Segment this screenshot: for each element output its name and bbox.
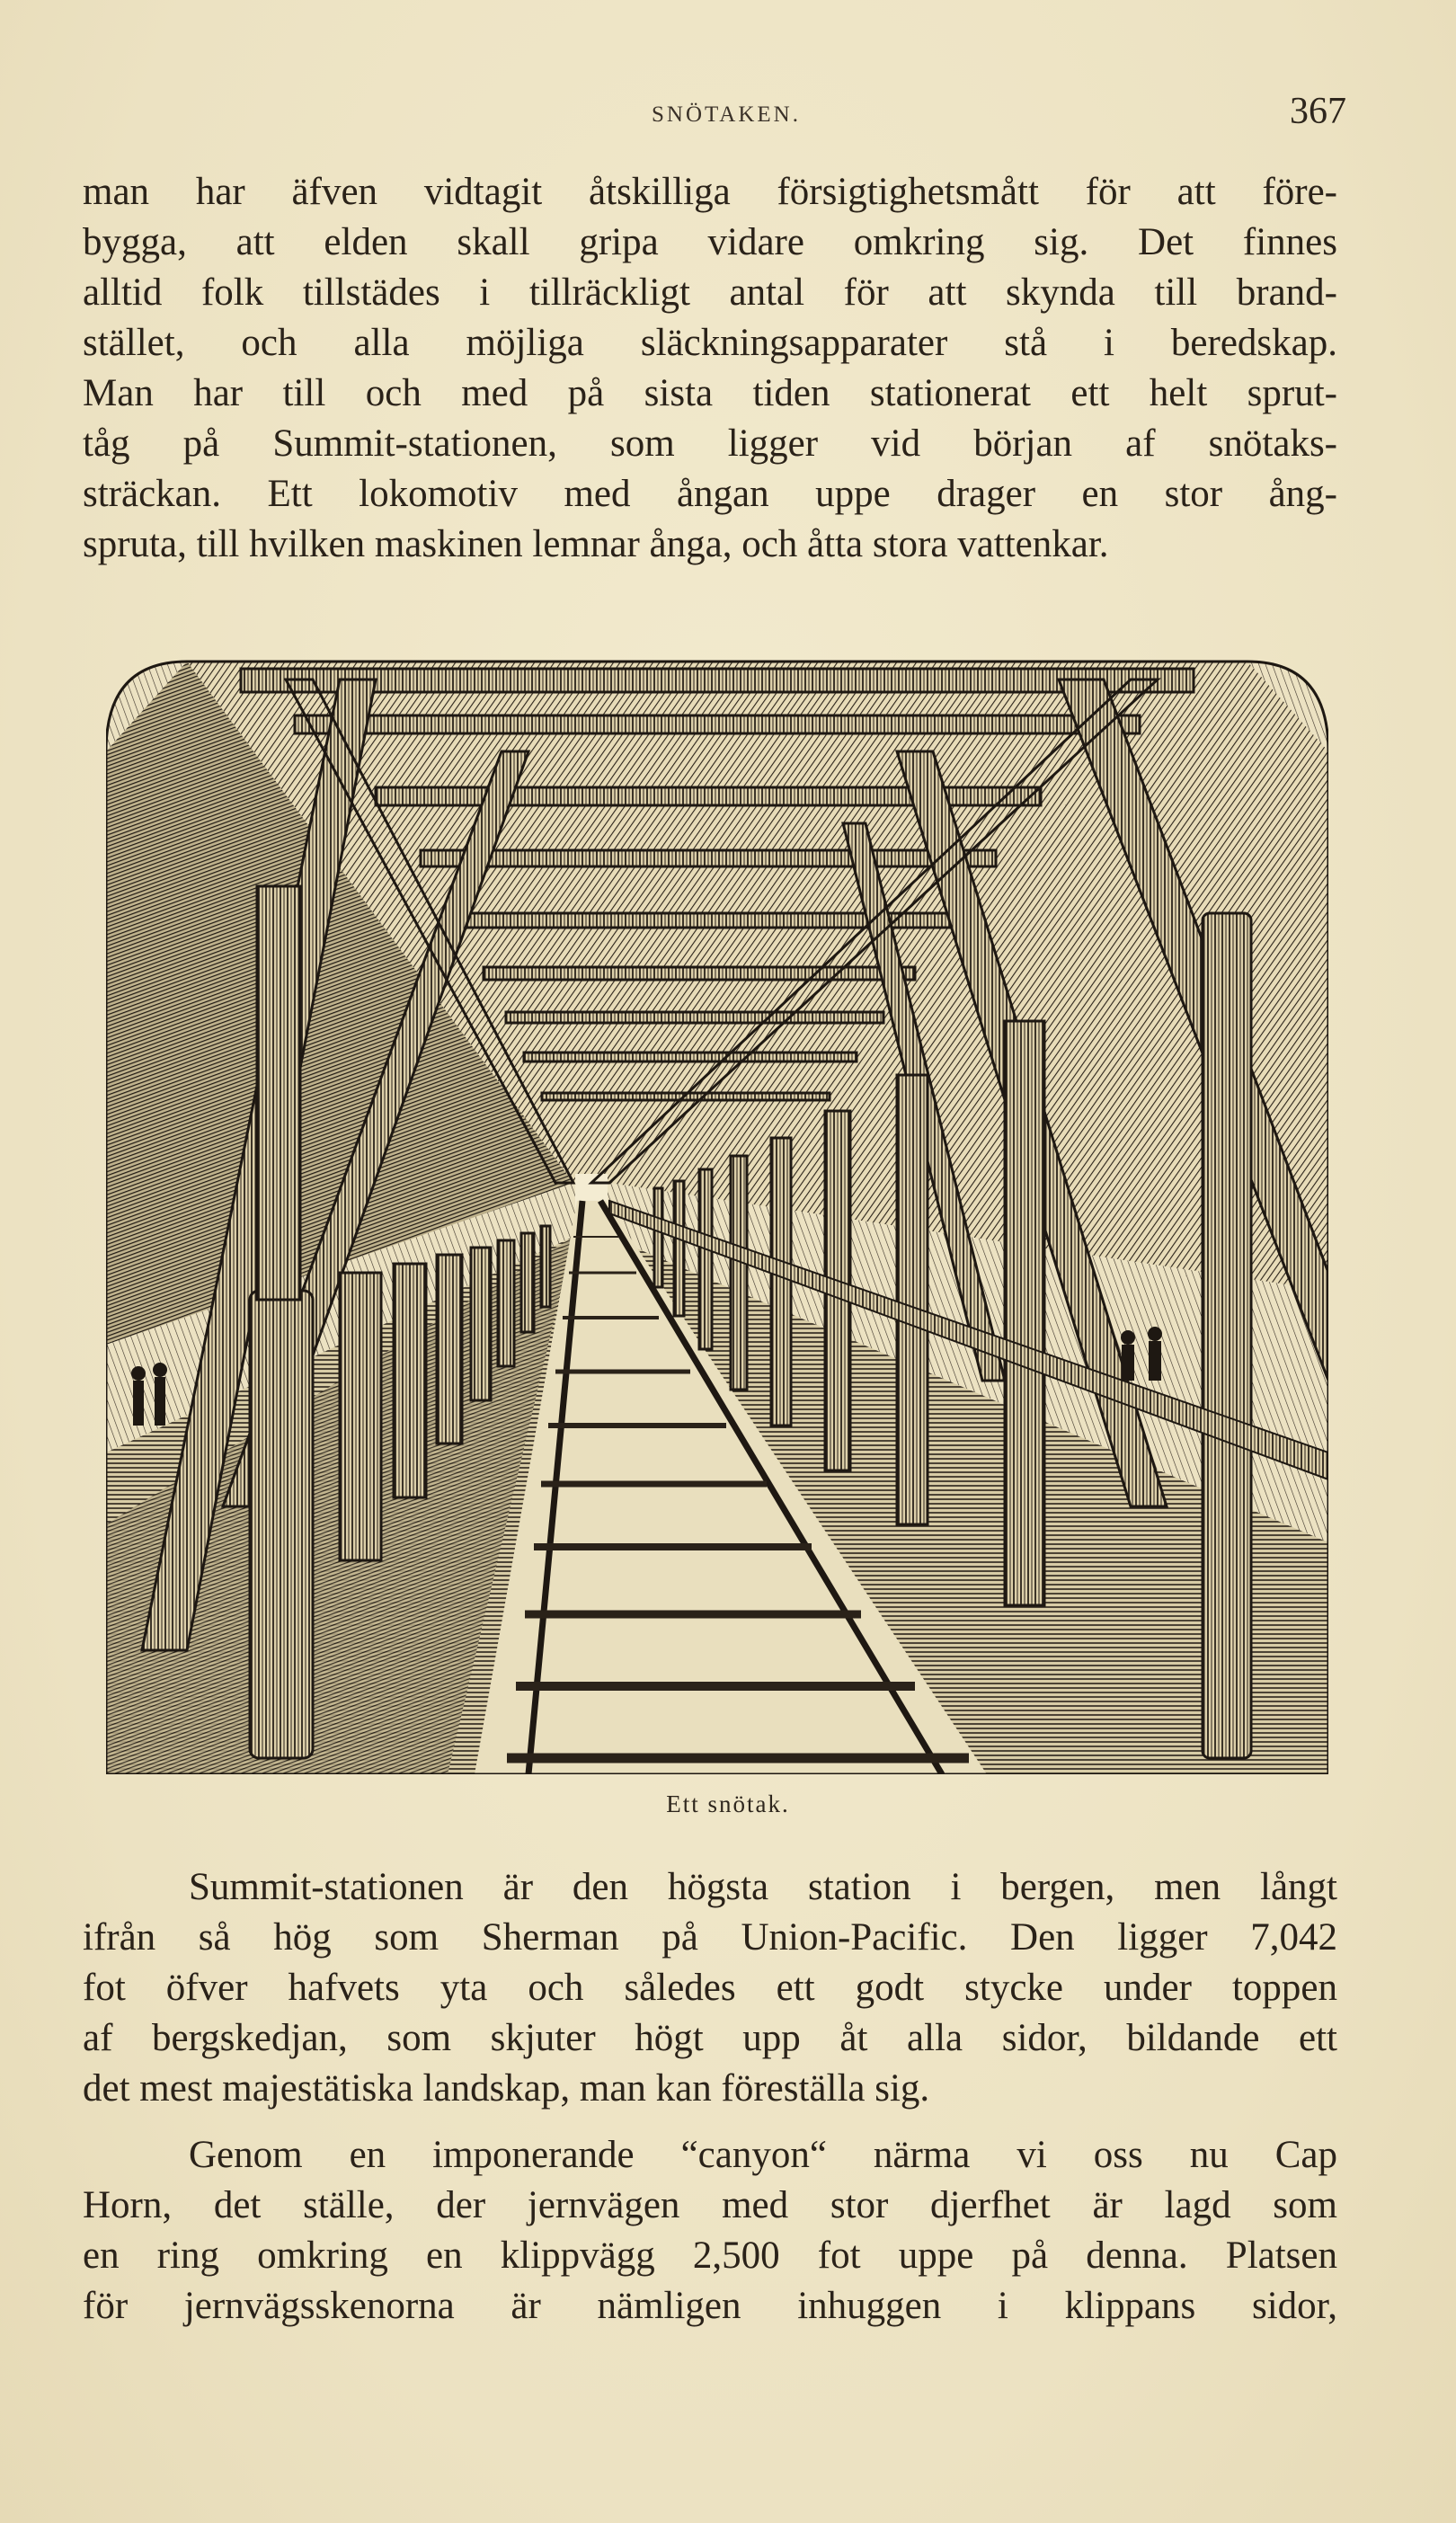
- page-number: 367: [1290, 91, 1346, 132]
- text-line: ifrån så hög som Sherman på Union-Pacific. Den ligger 7,042: [83, 1916, 1337, 1959]
- text-line: Horn, det ställe, der jernvägen med stor djerfhet är lagd som: [83, 2184, 1337, 2226]
- text-line: tåg på Summit-stationen, som ligger vid början af snötaks-: [83, 422, 1337, 465]
- snow-shed-illustration: [106, 644, 1328, 1774]
- text-line: af bergskedjan, som skjuter högt upp åt alla sidor, bildande ett: [83, 2017, 1337, 2059]
- text-line: stället, och alla möjliga släckningsapparater stå i beredskap.: [83, 322, 1337, 364]
- text-line: Genom en imponerande “canyon“ närma vi oss nu Cap: [189, 2134, 1337, 2176]
- paragraph-summit-station: [83, 1862, 1337, 2114]
- text-line: för jernvägsskenorna är nämligen inhuggen i klippans sidor,: [83, 2285, 1337, 2327]
- paragraph-fire-precautions: [83, 167, 1337, 570]
- text-line: bygga, att elden skall gripa vidare omkring sig. Det finnes: [83, 221, 1337, 263]
- text-line: Summit-stationen är den högsta station i bergen, men långt: [189, 1866, 1337, 1908]
- figure-caption: Ett snötak.: [666, 1790, 790, 1817]
- text-line: en ring omkring en klippvägg 2,500 fot uppe på denna. Platsen: [83, 2234, 1337, 2277]
- text-line: det mest majestätiska landskap, man kan föreställa sig.: [83, 2067, 930, 2110]
- text-line: man har äfven vidtagit åtskilliga försigtighetsmått för att före-: [83, 171, 1337, 213]
- running-title: SNÖTAKEN.: [652, 102, 801, 127]
- paragraph-cape-horn: [83, 2130, 1337, 2332]
- snow-shed-engraving: [106, 644, 1328, 1774]
- text-line: fot öfver hafvets yta och således ett godt stycke under toppen: [83, 1967, 1337, 2009]
- text-line: Man har till och med på sista tiden stationerat ett helt sprut-: [83, 372, 1337, 414]
- text-line: sträckan. Ett lokomotiv med ångan uppe drager en stor ång-: [83, 473, 1337, 515]
- text-line: spruta, till hvilken maskinen lemnar ånga, och åtta stora vattenkar.: [83, 523, 1109, 565]
- text-line: alltid folk tillstädes i tillräckligt antal för att skynda till brand-: [83, 271, 1337, 314]
- running-head: [106, 90, 1346, 144]
